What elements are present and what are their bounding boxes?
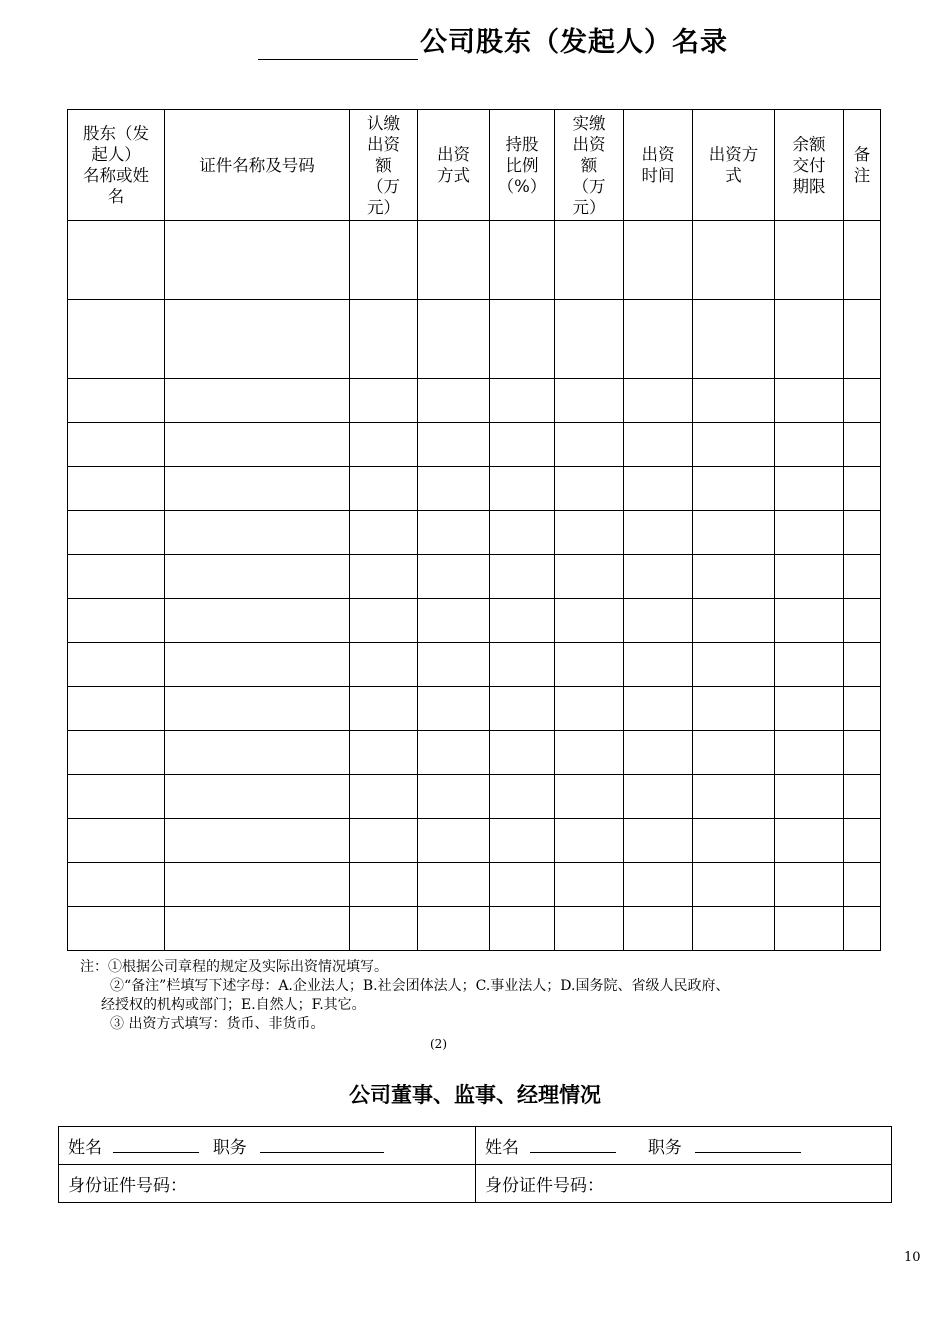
table-cell[interactable] [165, 643, 350, 687]
table-row [68, 863, 881, 907]
table-cell[interactable] [68, 599, 165, 643]
table-cell[interactable] [844, 555, 881, 599]
table-cell[interactable] [68, 300, 165, 379]
table-cell[interactable] [693, 599, 775, 643]
staff-cell-right [476, 1127, 892, 1165]
table-cell[interactable] [490, 687, 555, 731]
note-2-continued: 经授权的机构或部门；E.自然人；F.其它。 [101, 997, 366, 1013]
table-cell[interactable] [693, 379, 775, 423]
table-cell[interactable] [844, 731, 881, 775]
table-row [68, 731, 881, 775]
table-cell[interactable] [555, 819, 624, 863]
table-cell[interactable] [418, 467, 490, 511]
table-cell[interactable] [68, 907, 165, 951]
header-row [68, 110, 881, 221]
table-cell[interactable] [555, 511, 624, 555]
table-row [68, 643, 881, 687]
table-cell[interactable] [350, 511, 418, 555]
table-cell[interactable] [165, 221, 350, 300]
table-cell[interactable] [775, 731, 844, 775]
table-cell[interactable] [775, 863, 844, 907]
header-remarks: 备 注 [844, 110, 881, 221]
position-field[interactable] [260, 1135, 384, 1153]
table-cell[interactable] [490, 819, 555, 863]
table-cell[interactable] [165, 863, 350, 907]
table-cell[interactable] [693, 300, 775, 379]
table-cell[interactable] [844, 511, 881, 555]
table-cell[interactable] [624, 599, 693, 643]
table-cell[interactable] [490, 599, 555, 643]
table-cell[interactable] [775, 599, 844, 643]
table-cell[interactable] [165, 907, 350, 951]
table-cell[interactable] [418, 643, 490, 687]
table-cell[interactable] [350, 555, 418, 599]
table-cell[interactable] [68, 379, 165, 423]
staff-row-id [59, 1165, 892, 1203]
table-cell[interactable] [490, 731, 555, 775]
table-cell[interactable] [555, 300, 624, 379]
table-cell[interactable] [490, 863, 555, 907]
table-cell[interactable] [68, 555, 165, 599]
table-cell[interactable] [844, 467, 881, 511]
table-cell[interactable] [490, 643, 555, 687]
table-cell[interactable] [775, 907, 844, 951]
table-cell[interactable] [350, 300, 418, 379]
table-cell[interactable] [68, 643, 165, 687]
table-cell[interactable] [624, 423, 693, 467]
staff-table [58, 1126, 892, 1203]
table-cell[interactable] [418, 423, 490, 467]
table-cell[interactable] [350, 775, 418, 819]
table-cell[interactable] [490, 423, 555, 467]
table-cell[interactable] [165, 775, 350, 819]
header-contribution-time: 出资 时间 [624, 110, 693, 221]
table-cell[interactable] [418, 511, 490, 555]
table-cell[interactable] [693, 221, 775, 300]
form-title [258, 24, 728, 60]
table-cell[interactable] [350, 819, 418, 863]
header-paid-method: 出资方 式 [693, 110, 775, 221]
note-1: 注：①根据公司章程的规定及实际出资情况填写。 [80, 959, 388, 975]
notes [80, 958, 729, 1034]
table-cell[interactable] [693, 511, 775, 555]
table-cell[interactable] [490, 379, 555, 423]
table-cell[interactable] [693, 467, 775, 511]
table-cell[interactable] [350, 863, 418, 907]
table-cell[interactable] [418, 819, 490, 863]
id-label: 身份证件号码： [68, 1176, 187, 1196]
table-cell[interactable] [555, 221, 624, 300]
table-cell[interactable] [775, 423, 844, 467]
shareholder-table [67, 109, 881, 951]
table-cell[interactable] [775, 687, 844, 731]
table-cell[interactable] [490, 300, 555, 379]
table-cell[interactable] [775, 379, 844, 423]
table-cell[interactable] [555, 379, 624, 423]
table-cell[interactable] [418, 300, 490, 379]
table-cell[interactable] [350, 379, 418, 423]
table-cell[interactable] [693, 775, 775, 819]
table-cell[interactable] [844, 423, 881, 467]
note-3: ③ 出资方式填写：货币、非货币。 [110, 1016, 325, 1032]
table-cell[interactable] [844, 775, 881, 819]
table-cell[interactable] [418, 379, 490, 423]
table-cell[interactable] [418, 907, 490, 951]
table-cell[interactable] [165, 300, 350, 379]
position-label: 职务 [647, 1138, 682, 1158]
table-cell[interactable] [844, 907, 881, 951]
table-cell[interactable] [350, 643, 418, 687]
table-cell[interactable] [68, 775, 165, 819]
table-cell[interactable] [165, 599, 350, 643]
table-cell[interactable] [68, 687, 165, 731]
table-cell[interactable] [490, 555, 555, 599]
table-cell[interactable] [418, 775, 490, 819]
position-field[interactable] [695, 1135, 801, 1153]
table-cell[interactable] [418, 599, 490, 643]
staff-row-name [59, 1127, 892, 1165]
table-cell[interactable] [693, 819, 775, 863]
table-row [68, 555, 881, 599]
table-cell[interactable] [844, 819, 881, 863]
name-label: 姓名 [68, 1138, 102, 1158]
staff-cell-left [59, 1127, 476, 1165]
table-cell[interactable] [350, 907, 418, 951]
table-cell[interactable] [624, 221, 693, 300]
table-cell[interactable] [165, 423, 350, 467]
table-cell[interactable] [693, 731, 775, 775]
table-cell[interactable] [693, 687, 775, 731]
table-cell[interactable] [624, 511, 693, 555]
table-row [68, 221, 881, 300]
table-cell[interactable] [624, 863, 693, 907]
table-cell[interactable] [490, 907, 555, 951]
table-cell[interactable] [418, 731, 490, 775]
table-cell[interactable] [624, 907, 693, 951]
table-cell[interactable] [775, 221, 844, 300]
table-cell[interactable] [555, 599, 624, 643]
table-cell[interactable] [555, 423, 624, 467]
table-cell[interactable] [165, 555, 350, 599]
id-cell-right[interactable] [476, 1165, 892, 1203]
table-cell[interactable] [418, 687, 490, 731]
header-contribution-method: 出资 方式 [418, 110, 490, 221]
header-balance-deadline: 余额 交付 期限 [775, 110, 844, 221]
table-cell[interactable] [624, 643, 693, 687]
table-cell[interactable] [555, 643, 624, 687]
table-cell[interactable] [844, 599, 881, 643]
table-row [68, 775, 881, 819]
table-cell[interactable] [775, 643, 844, 687]
table-cell[interactable] [693, 555, 775, 599]
table-cell[interactable] [693, 863, 775, 907]
table-cell[interactable] [624, 555, 693, 599]
table-cell[interactable] [844, 300, 881, 379]
table-cell[interactable] [624, 819, 693, 863]
name-field[interactable] [113, 1135, 199, 1153]
table-cell[interactable] [624, 300, 693, 379]
table-row [68, 819, 881, 863]
header-shareholder-name: 股东（发 起人） 名称或姓 名 [68, 110, 165, 221]
table-cell[interactable] [165, 379, 350, 423]
table-cell[interactable] [68, 863, 165, 907]
table-cell[interactable] [775, 300, 844, 379]
table-row [68, 687, 881, 731]
table-cell[interactable] [775, 819, 844, 863]
table-cell[interactable] [624, 731, 693, 775]
table-cell[interactable] [555, 907, 624, 951]
table-cell[interactable] [418, 555, 490, 599]
table-cell[interactable] [350, 687, 418, 731]
table-cell[interactable] [165, 731, 350, 775]
header-paid-amount: 实缴 出资 额 （万 元） [555, 110, 624, 221]
table-cell[interactable] [490, 511, 555, 555]
table-cell[interactable] [775, 511, 844, 555]
header-id-document: 证件名称及号码 [165, 110, 350, 221]
table-cell[interactable] [350, 731, 418, 775]
table-cell[interactable] [165, 511, 350, 555]
table-cell[interactable] [490, 775, 555, 819]
table-cell[interactable] [844, 643, 881, 687]
name-label: 姓名 [485, 1138, 519, 1158]
table-cell[interactable] [68, 731, 165, 775]
title-text: 公司股东（发起人）名录 [420, 27, 728, 58]
table-cell[interactable] [555, 687, 624, 731]
table-cell[interactable] [775, 467, 844, 511]
table-cell[interactable] [555, 775, 624, 819]
table-cell[interactable] [68, 511, 165, 555]
table-cell[interactable] [350, 467, 418, 511]
header-share-ratio: 持股 比例 （%） [490, 110, 555, 221]
table-row [68, 423, 881, 467]
position-label: 职务 [212, 1138, 247, 1158]
table-cell[interactable] [844, 379, 881, 423]
name-field[interactable] [530, 1135, 616, 1153]
table-cell[interactable] [68, 819, 165, 863]
table-row [68, 300, 881, 379]
table-cell[interactable] [624, 379, 693, 423]
table-cell[interactable] [693, 423, 775, 467]
id-label: 身份证件号码： [485, 1176, 604, 1196]
company-name-blank[interactable] [258, 29, 418, 60]
table-row [68, 599, 881, 643]
table-cell[interactable] [165, 467, 350, 511]
table-cell[interactable] [555, 863, 624, 907]
table-cell[interactable] [350, 423, 418, 467]
table-cell[interactable] [165, 819, 350, 863]
table-cell[interactable] [350, 599, 418, 643]
table-cell[interactable] [693, 907, 775, 951]
table-row [68, 907, 881, 951]
table-cell[interactable] [624, 467, 693, 511]
page-number: 10 [904, 1250, 921, 1265]
table-cell[interactable] [624, 687, 693, 731]
note-2: ②“备注”栏填写下述字母：A.企业法人；B.社会团体法人；C.事业法人；D.国务院、省级人民政府、 [110, 978, 730, 994]
table-row [68, 511, 881, 555]
table-cell[interactable] [490, 221, 555, 300]
table-cell[interactable] [555, 555, 624, 599]
table-cell[interactable] [350, 221, 418, 300]
table-cell[interactable] [418, 221, 490, 300]
header-subscribed-amount: 认缴 出资 额 （万 元） [350, 110, 418, 221]
table-cell[interactable] [624, 775, 693, 819]
table-row [68, 379, 881, 423]
table-cell[interactable] [418, 863, 490, 907]
table-cell[interactable] [844, 221, 881, 300]
table-cell[interactable] [165, 687, 350, 731]
table-cell[interactable] [555, 467, 624, 511]
table-row [68, 467, 881, 511]
section-page-marker: (2) [430, 1037, 447, 1051]
table-cell[interactable] [68, 423, 165, 467]
table-cell[interactable] [844, 863, 881, 907]
section-title: 公司董事、监事、经理情况 [349, 1083, 601, 1107]
id-cell-left[interactable] [59, 1165, 476, 1203]
table-cell[interactable] [693, 643, 775, 687]
table-cell[interactable] [68, 221, 165, 300]
table-cell[interactable] [555, 731, 624, 775]
table-cell[interactable] [775, 555, 844, 599]
table-cell[interactable] [490, 467, 555, 511]
table-cell[interactable] [68, 467, 165, 511]
table-cell[interactable] [844, 687, 881, 731]
table-cell[interactable] [775, 775, 844, 819]
